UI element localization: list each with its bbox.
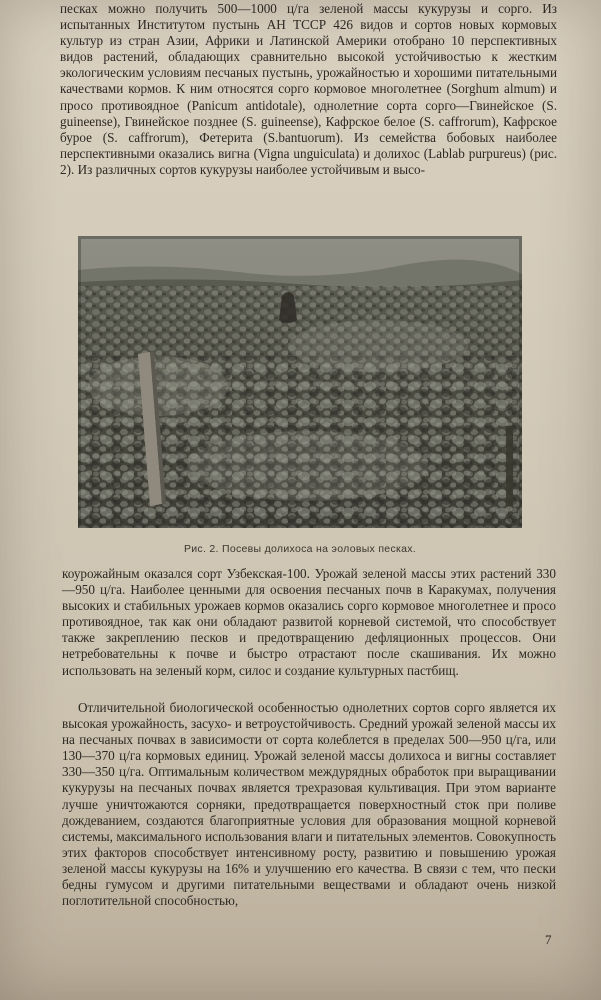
paragraph-top: песках можно получить 500—1000 ц/га зеленой массы кукурузы и сорго. Из испытанных Институтом пустынь АН ТССР 426 видов и сортов новых кормовых культур из стран Азии, Африки и Латинской Америки отобрано 10 перспективных видов растений, обладающих сравнительно высокой устойчивостью к жестким экологическим условиям песчаных пустынь, урожайностью и хорошими питательными качествами кормов. К ним относятся сорго кормовое многолетнее (Sorghum almum) и просо противоядное (Panicum antidotale), однолетние сорта сорго—Гвинейское (S. guineense), Гвинейское позднее (S. guineense), Кафрское белое (S. caffrorum), Кафрское бурое (S. caffrorum), Фетерита (S.bantuorum). Из семейства бобовых наиболее перспективными оказались вигна (Vigna unguiculata) и долихос (Lablab purpureus) (рис. 2). Из различных сортов кукурузы наиболее устойчивым и высо-: [60, 1, 557, 177]
page-number: 7: [545, 932, 552, 947]
paragraph-bottom: Отличительной биологической особенностью однолетних сортов сорго является их высокая урожайность, засухо- и ветроустойчивость. Средний урожай зеленой массы их на песчаных почвах в зависимости от сорта колеблется в пределах 500—950 ц/га, или 130—370 ц/га кормовых единиц. Урожай зеленой массы долихоса и вигны составляет 330—350 ц/га. Оптимальным количеством междурядных обработок при выращивании кукурузы на песчаных почвах является трехразовая культивация. При этом варианте лучше уничтожаются сорняки, предотвращается поверхностный сток при поливе дождеванием, создаются благоприятные условия для образования мощной корневой системы, максимального использования влаги и питательных элементов. Совокупность этих факторов способствует интенсивному росту, развитию и повышению урожая зеленой массы кукурузы на 16% и улучшению его качества. В связи с тем, что пески бедны гумусом и другими питательными веществами и обладают очень низкой поглотительной способностью,: [62, 700, 556, 909]
paragraph-middle: коурожайным оказался сорт Узбекская-100. Урожай зеленой массы этих растений 330—950 ц/га. Наиболее ценными для освоения песчаных почв в Каракумах, получения высоких и стабильных урожаев кормов оказались сорго кормовое многолетнее и просо противоядное, так как они обладают развитой корневой системой, что способствует также закреплению песков и предотвращению дефляционных процессов. Они нетребовательны к почве и быстро отрастают после скашивания. Их можно использовать на зеленый корм, силос и создание культурных пастбищ.: [62, 566, 556, 678]
figure-photo-dolichos-field: [78, 236, 522, 528]
figure-caption: Рис. 2. Посевы долихоса на эоловых песках.: [183, 543, 417, 555]
photo-image: [78, 236, 522, 528]
